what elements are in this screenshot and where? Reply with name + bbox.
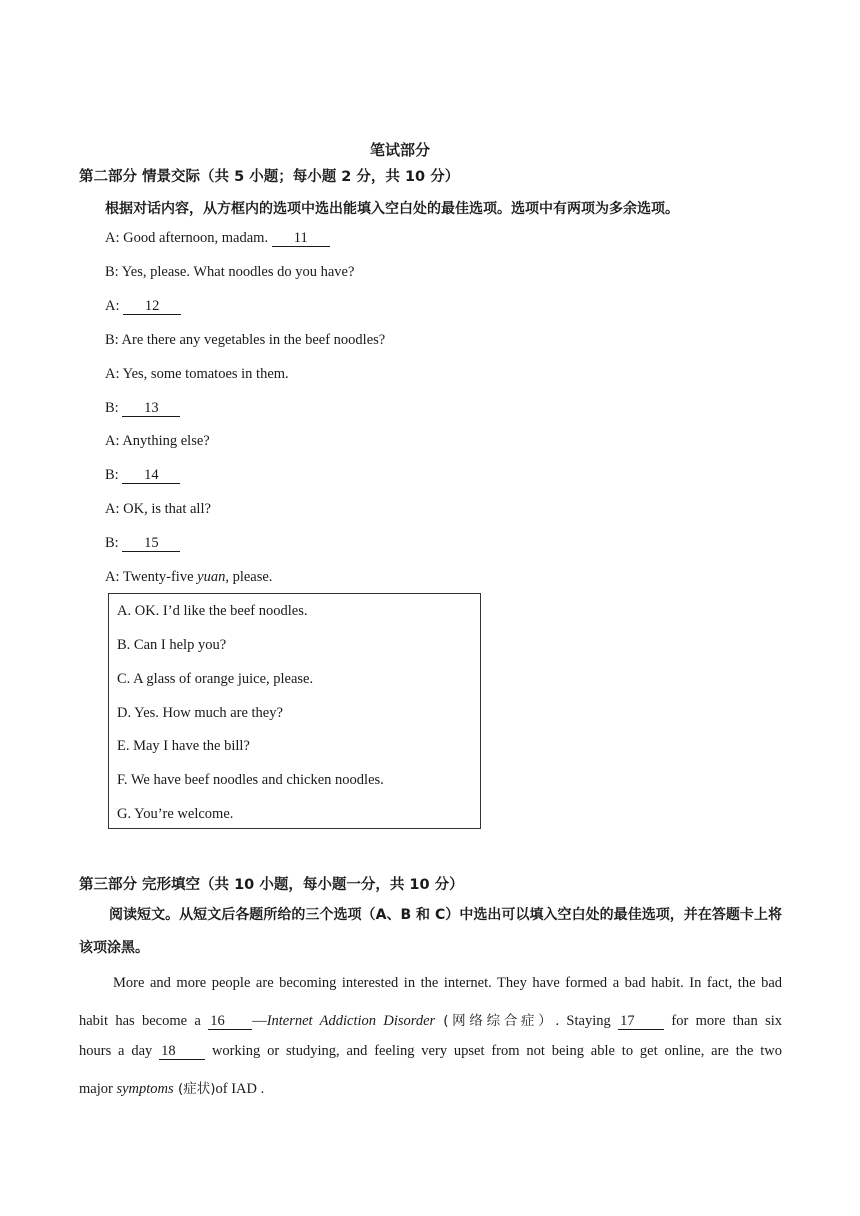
- answer-blank-13[interactable]: 13: [122, 401, 180, 417]
- passage-text: . Staying: [555, 1013, 619, 1029]
- answer-blank-16[interactable]: 16: [208, 1014, 252, 1030]
- answer-blank-15[interactable]: 15: [122, 536, 180, 552]
- dialogue-line-5: A: Yes, some tomatoes in them.: [105, 366, 289, 382]
- dialogue-text: B:: [105, 535, 123, 551]
- passage-text: hours a day: [79, 1043, 160, 1059]
- passage-text: major: [79, 1081, 117, 1097]
- answer-blank-12[interactable]: 12: [123, 299, 181, 315]
- passage-italic: symptoms: [116, 1081, 174, 1097]
- passage-line-1: More and more people are becoming interested in the internet. They have formed a bad habit. In fact, the bad: [113, 975, 782, 991]
- dialogue-text: A: Good afternoon, madam.: [105, 230, 272, 246]
- dialogue-italic: yuan: [197, 569, 226, 585]
- passage-text: —: [252, 1013, 267, 1029]
- answer-blank-17[interactable]: 17: [618, 1014, 664, 1030]
- options-box: [108, 593, 481, 829]
- part2-heading: 第二部分 情景交际（共 5 小题；每小题 2 分，共 10 分）: [79, 169, 460, 185]
- passage-text: for more than six: [664, 1013, 782, 1029]
- option-d: D. Yes. How much are they?: [117, 705, 283, 721]
- option-b: B. Can I help you?: [117, 637, 227, 653]
- option-c: C. A glass of orange juice, please.: [117, 671, 314, 687]
- passage-chinese-note: (网络综合症）: [435, 1013, 556, 1029]
- part3-instruction: 阅读短文。从短文后各题所给的三个选项（A、B 和 C）中选出可以填入空白处的最佳选项，并在答题卡上将该项涂黑。: [79, 907, 782, 956]
- part2-instruction: 根据对话内容，从方框内的选项中选出能填入空白处的最佳选项。选项中有两项为多余选项。: [105, 201, 679, 217]
- part3-heading: 第三部分 完形填空（共 10 小题，每小题一分，共 10 分）: [79, 877, 464, 893]
- passage-text: of IAD .: [215, 1081, 265, 1097]
- option-g: G. You’re welcome.: [117, 806, 234, 822]
- dialogue-line-4: B: Are there any vegetables in the beef noodles?: [105, 332, 386, 348]
- passage-line-4: [79, 1077, 264, 1098]
- dialogue-line-10: [105, 535, 180, 552]
- passage-italic: Internet Addiction Disorder: [266, 1013, 436, 1029]
- passage-line-2: [79, 1009, 782, 1030]
- dialogue-line-3: [105, 298, 181, 315]
- dialogue-line-9: A: OK, is that all?: [105, 501, 211, 517]
- passage-line-3: [79, 1043, 782, 1060]
- option-f: F. We have beef noodles and chicken noodles.: [117, 772, 384, 788]
- passage-text: working or studying, and feeling very upset from not being able to get online, are the two: [205, 1043, 782, 1059]
- passage-text: habit has become a: [79, 1013, 209, 1029]
- answer-blank-11[interactable]: 11: [272, 231, 330, 247]
- dialogue-text: , please.: [225, 569, 273, 585]
- dialogue-line-2: B: Yes, please. What noodles do you have?: [105, 264, 355, 280]
- dialogue-line-6: [105, 400, 180, 417]
- dialogue-line-11: [105, 569, 272, 586]
- answer-blank-14[interactable]: 14: [122, 468, 180, 484]
- dialogue-line-8: [105, 467, 180, 484]
- dialogue-line-7: A: Anything else?: [105, 433, 210, 449]
- page-title: 笔试部分: [369, 141, 430, 159]
- dialogue-text: B:: [105, 400, 123, 416]
- passage-chinese-note: (症状): [173, 1081, 216, 1097]
- option-e: E. May I have the bill?: [117, 738, 250, 754]
- dialogue-text: A:: [105, 298, 124, 314]
- dialogue-text: B:: [105, 467, 123, 483]
- option-a: A. OK. I’d like the beef noodles.: [117, 603, 308, 619]
- dialogue-text: A: Twenty-five: [105, 569, 198, 585]
- answer-blank-18[interactable]: 18: [159, 1044, 205, 1060]
- dialogue-line-1: [105, 230, 330, 247]
